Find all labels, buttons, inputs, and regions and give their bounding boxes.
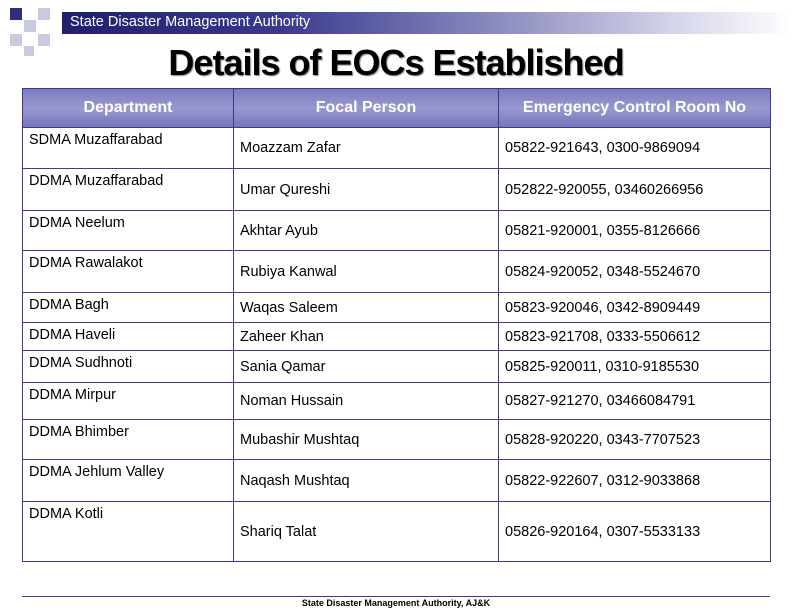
table-row: [23, 460, 771, 502]
table-header-row: [23, 89, 771, 128]
department-cell: DDMA Jehlum Valley: [23, 460, 234, 502]
focal-person-cell: Zaheer Khan: [234, 323, 499, 351]
emergency-number-cell: 05828-920220, 0343-7707523: [499, 420, 771, 460]
table-row: [23, 293, 771, 323]
decorative-square: [24, 20, 36, 32]
header-title: State Disaster Management Authority: [70, 14, 311, 30]
emergency-number-cell: 05822-921643, 0300-9869094: [499, 128, 771, 169]
focal-person-cell: Mubashir Mushtaq: [234, 420, 499, 460]
emergency-number-cell: 05827-921270, 03466084791: [499, 383, 771, 420]
focal-person-cell: Moazzam Zafar: [234, 128, 499, 169]
slide-title: Details of EOCs Established: [168, 42, 624, 83]
emergency-number-cell: 05826-920164, 0307-5533133: [499, 502, 771, 562]
eoc-table: [22, 88, 771, 562]
table-row: [23, 169, 771, 211]
department-cell: DDMA Neelum: [23, 211, 234, 251]
department-cell: SDMA Muzaffarabad: [23, 128, 234, 169]
table-row: [23, 502, 771, 562]
department-cell: DDMA Sudhnoti: [23, 351, 234, 383]
focal-person-cell: Noman Hussain: [234, 383, 499, 420]
emergency-number-cell: 05823-920046, 0342-8909449: [499, 293, 771, 323]
focal-person-cell: Umar Qureshi: [234, 169, 499, 211]
focal-person-cell: Waqas Saleem: [234, 293, 499, 323]
decorative-square: [38, 8, 50, 20]
focal-person-cell: Naqash Mushtaq: [234, 460, 499, 502]
table-row: [23, 128, 771, 169]
emergency-number-cell: 05822-922607, 0312-9033868: [499, 460, 771, 502]
table-row: [23, 420, 771, 460]
table-row: [23, 251, 771, 293]
footer-divider: [22, 596, 770, 597]
emergency-number-cell: 05823-921708, 0333-5506612: [499, 323, 771, 351]
focal-person-cell: Rubiya Kanwal: [234, 251, 499, 293]
emergency-number-cell: 05825-920011, 0310-9185530: [499, 351, 771, 383]
emergency-number-cell: 05824-920052, 0348-5524670: [499, 251, 771, 293]
focal-person-cell: Akhtar Ayub: [234, 211, 499, 251]
column-header-department: Department: [23, 89, 234, 128]
table-row: [23, 211, 771, 251]
emergency-number-cell: 05821-920001, 0355-8126666: [499, 211, 771, 251]
department-cell: DDMA Kotli: [23, 502, 234, 562]
table-row: [23, 323, 771, 351]
column-header-focal-person: Focal Person: [234, 89, 499, 128]
focal-person-cell: Sania Qamar: [234, 351, 499, 383]
column-header-emergency-control-room-no: Emergency Control Room No: [499, 89, 771, 128]
department-cell: DDMA Bhimber: [23, 420, 234, 460]
decorative-square: [10, 8, 22, 20]
department-cell: DDMA Haveli: [23, 323, 234, 351]
department-cell: DDMA Mirpur: [23, 383, 234, 420]
department-cell: DDMA Bagh: [23, 293, 234, 323]
focal-person-cell: Shariq Talat: [234, 502, 499, 562]
table-row: [23, 383, 771, 420]
department-cell: DDMA Rawalakot: [23, 251, 234, 293]
footer-text: State Disaster Management Authority, AJ&K: [301, 598, 491, 608]
department-cell: DDMA Muzaffarabad: [23, 169, 234, 211]
table-row: [23, 351, 771, 383]
emergency-number-cell: 052822-920055, 03460266956: [499, 169, 771, 211]
